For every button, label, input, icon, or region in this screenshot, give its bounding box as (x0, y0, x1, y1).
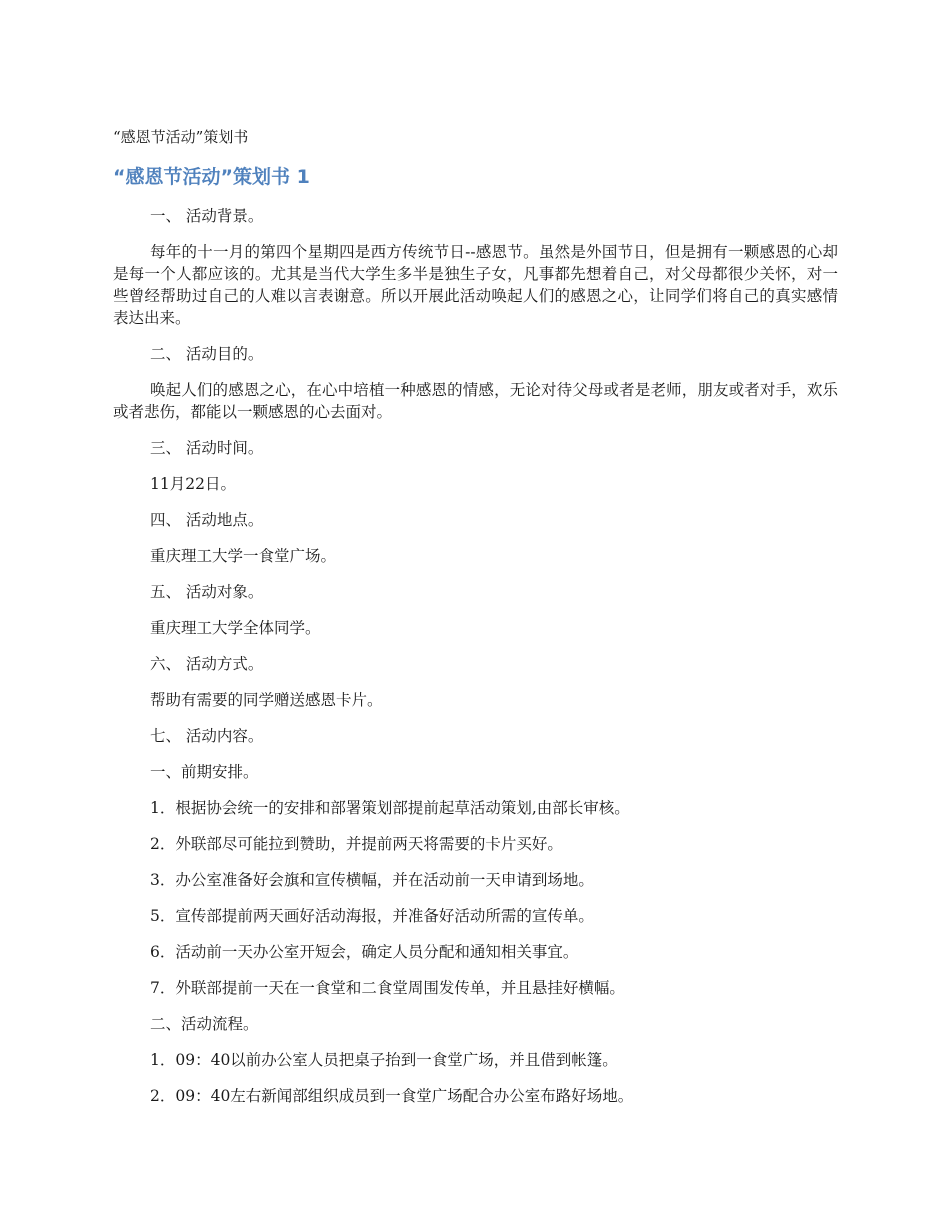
time-title: 三、 活动时间。 (150, 439, 264, 457)
place-text: 重庆理工大学一食堂广场。 (150, 547, 337, 565)
document-title: “感恩节活动”策划书 (113, 128, 249, 146)
prep-item: 7．外联部提前一天在一食堂和二食堂周围发传单，并且悬挂好横幅。 (150, 979, 625, 997)
prep-item: 1．根据协会统一的安排和部署策划部提前起草活动策划,由部长审核。 (150, 799, 630, 817)
prep-item: 6．活动前一天办公室开短会，确定人员分配和通知相关事宜。 (150, 943, 579, 961)
target-title: 五、 活动对象。 (150, 583, 264, 601)
purpose-title: 二、 活动目的。 (150, 345, 264, 363)
background-paragraph: 每年的十一月的第四个星期四是西方传统节日--感恩节。虽然是外国节日，但是拥有一颗感恩的心却是每一个人都应该的。尤其是当代大学生多半是独生子女，凡事都先想着自己，对父母都很少关怀，对一些曾经帮助过自己的人难以言表谢意。所以开展此活动唤起人们的感恩之心，让同学们将自己的真实感情表达出来。 (113, 243, 838, 327)
prep-title: 一、前期安排。 (150, 763, 259, 781)
prep-item: 3．办公室准备好会旗和宣传横幅，并在活动前一天申请到场地。 (150, 871, 594, 889)
section-heading: “感恩节活动”策划书 1 (113, 166, 310, 188)
method-text: 帮助有需要的同学赠送感恩卡片。 (150, 691, 383, 709)
background-title: 一、 活动背景。 (150, 207, 264, 225)
purpose-paragraph: 唤起人们的感恩之心，在心中培植一种感恩的情感，无论对待父母或者是老师，朋友或者对手，欢乐或者悲伤，都能以一颗感恩的心去面对。 (113, 381, 838, 421)
document-body (113, 205, 838, 1121)
prep-item: 2．外联部尽可能拉到赞助，并提前两天将需要的卡片买好。 (150, 835, 563, 853)
place-title: 四、 活动地点。 (150, 511, 264, 529)
flow-item: 2．09：40左右新闻部组织成员到一食堂广场配合办公室布路好场地。 (150, 1087, 634, 1105)
flow-item: 1．09：40以前办公室人员把桌子抬到一食堂广场，并且借到帐篷。 (150, 1051, 618, 1069)
prep-item: 5．宣传部提前两天画好活动海报，并准备好活动所需的宣传单。 (150, 907, 594, 925)
target-text: 重庆理工大学全体同学。 (150, 619, 321, 637)
flow-title: 二、活动流程。 (150, 1015, 259, 1033)
content-title: 七、 活动内容。 (150, 727, 264, 745)
method-title: 六、 活动方式。 (150, 655, 264, 673)
time-text: 11月22日。 (150, 475, 236, 493)
